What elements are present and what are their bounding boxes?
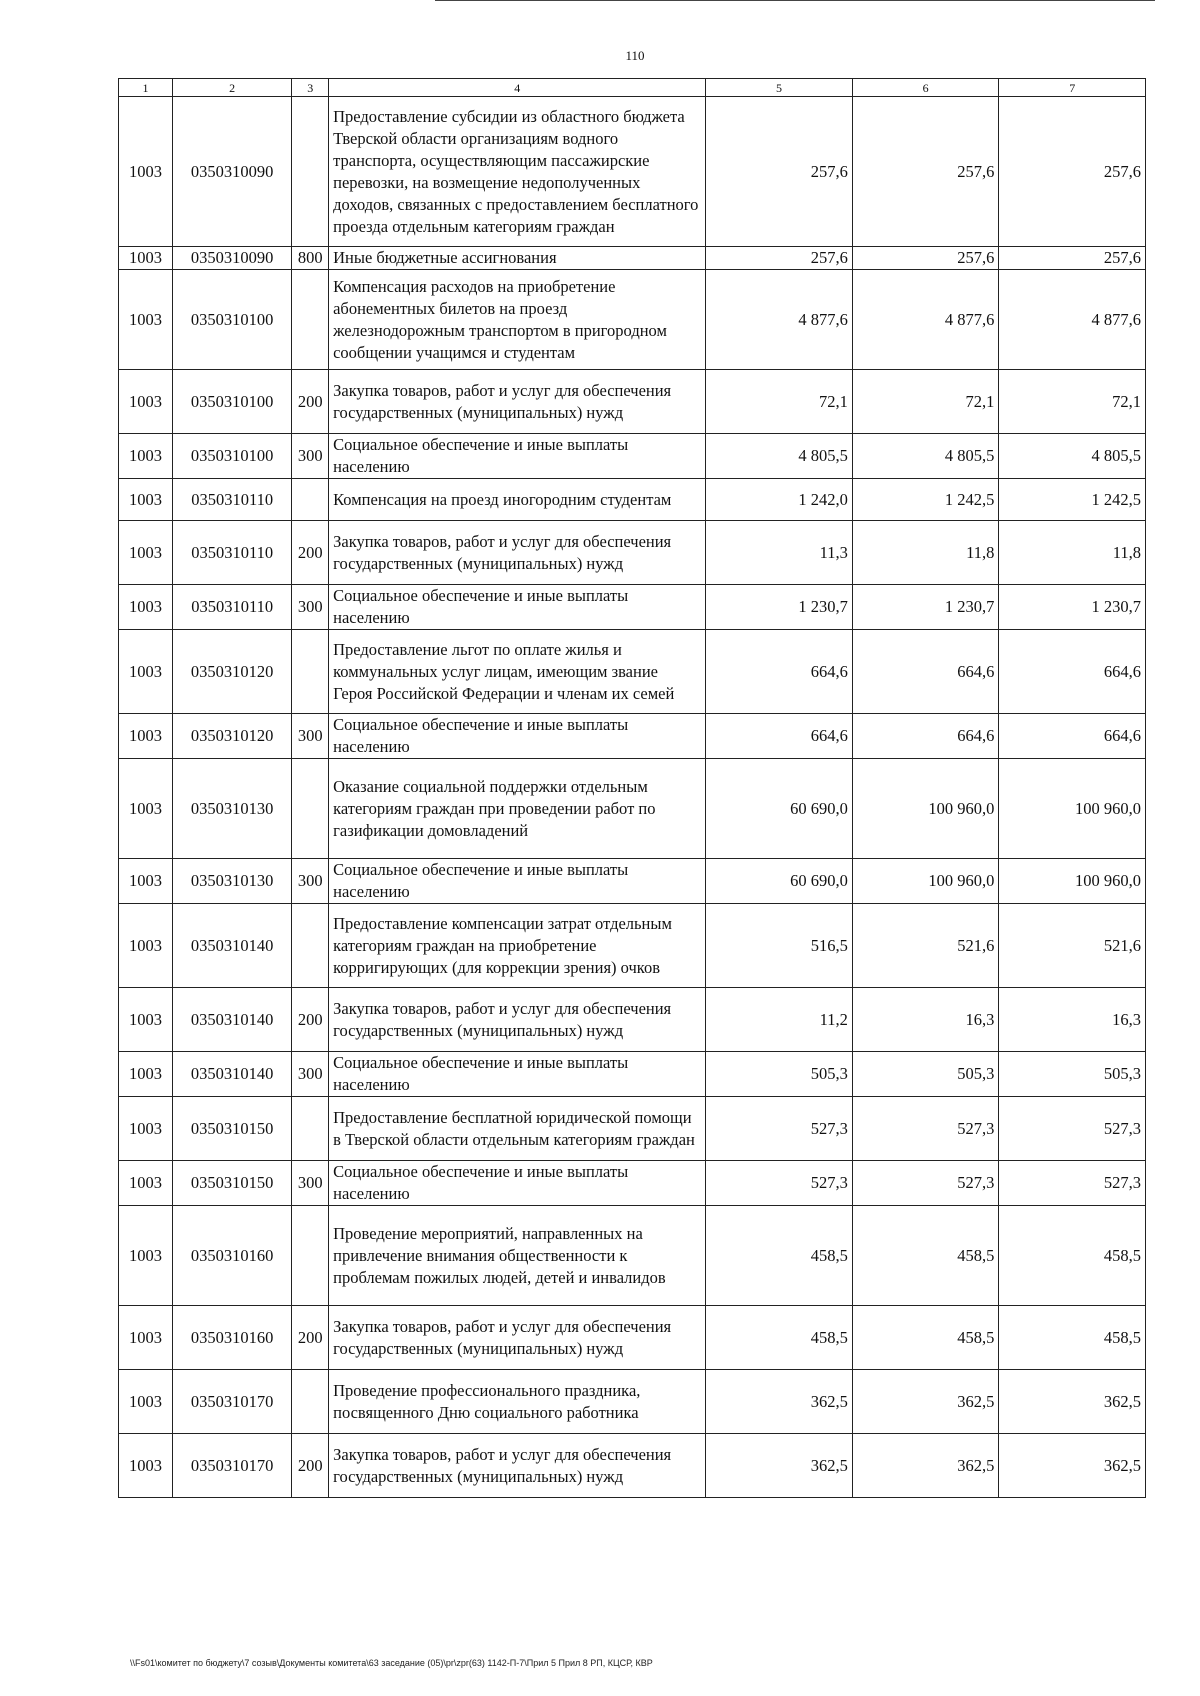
row-value-col6: 664,6 bbox=[852, 630, 999, 714]
header-col-2: 2 bbox=[172, 79, 292, 97]
table-row bbox=[119, 1306, 1146, 1370]
row-value-col7: 16,3 bbox=[999, 988, 1146, 1052]
row-target-code: 0350310090 bbox=[172, 97, 292, 247]
table-row bbox=[119, 1097, 1146, 1161]
row-value-col5: 60 690,0 bbox=[706, 759, 853, 859]
row-value-col6: 4 805,5 bbox=[852, 434, 999, 479]
header-col-3: 3 bbox=[292, 79, 329, 97]
row-section-code: 1003 bbox=[119, 1052, 173, 1097]
row-name: Предоставление субсидии из областного бюджета Тверской области организациям водного транспорта, осуществляющим пассажирские перевозки, на возмещение недополученных доходов, связанных с предоставлением бесплатного проезда отдельным категориям граждан bbox=[329, 97, 706, 247]
row-value-col5: 72,1 bbox=[706, 370, 853, 434]
row-name: Закупка товаров, работ и услуг для обеспечения государственных (муниципальных) нужд bbox=[329, 370, 706, 434]
row-value-col6: 458,5 bbox=[852, 1206, 999, 1306]
row-expense-type: 200 bbox=[292, 521, 329, 585]
row-expense-type: 200 bbox=[292, 370, 329, 434]
table-row bbox=[119, 1370, 1146, 1434]
row-name: Социальное обеспечение и иные выплаты населению bbox=[329, 859, 706, 904]
row-value-col5: 1 242,0 bbox=[706, 479, 853, 521]
row-value-col6: 4 877,6 bbox=[852, 270, 999, 370]
row-expense-type: 300 bbox=[292, 1161, 329, 1206]
row-name: Закупка товаров, работ и услуг для обеспечения государственных (муниципальных) нужд bbox=[329, 1306, 706, 1370]
row-value-col5: 60 690,0 bbox=[706, 859, 853, 904]
row-value-col6: 521,6 bbox=[852, 904, 999, 988]
table-row bbox=[119, 904, 1146, 988]
row-value-col7: 4 877,6 bbox=[999, 270, 1146, 370]
row-target-code: 0350310120 bbox=[172, 714, 292, 759]
row-section-code: 1003 bbox=[119, 479, 173, 521]
row-value-col6: 11,8 bbox=[852, 521, 999, 585]
row-name: Закупка товаров, работ и услуг для обеспечения государственных (муниципальных) нужд bbox=[329, 988, 706, 1052]
budget-table bbox=[118, 78, 1146, 1498]
table-row bbox=[119, 434, 1146, 479]
row-section-code: 1003 bbox=[119, 988, 173, 1052]
row-value-col7: 664,6 bbox=[999, 630, 1146, 714]
row-value-col7: 527,3 bbox=[999, 1161, 1146, 1206]
row-value-col7: 4 805,5 bbox=[999, 434, 1146, 479]
table-row bbox=[119, 1434, 1146, 1498]
row-name: Социальное обеспечение и иные выплаты населению bbox=[329, 1161, 706, 1206]
row-value-col7: 72,1 bbox=[999, 370, 1146, 434]
row-section-code: 1003 bbox=[119, 1161, 173, 1206]
row-value-col6: 458,5 bbox=[852, 1306, 999, 1370]
row-value-col7: 100 960,0 bbox=[999, 759, 1146, 859]
table-row bbox=[119, 988, 1146, 1052]
row-value-col7: 362,5 bbox=[999, 1434, 1146, 1498]
row-section-code: 1003 bbox=[119, 1434, 173, 1498]
row-expense-type bbox=[292, 759, 329, 859]
row-section-code: 1003 bbox=[119, 759, 173, 859]
row-section-code: 1003 bbox=[119, 1306, 173, 1370]
row-section-code: 1003 bbox=[119, 859, 173, 904]
row-section-code: 1003 bbox=[119, 270, 173, 370]
row-value-col7: 458,5 bbox=[999, 1206, 1146, 1306]
row-name: Закупка товаров, работ и услуг для обеспечения государственных (муниципальных) нужд bbox=[329, 521, 706, 585]
row-value-col7: 527,3 bbox=[999, 1097, 1146, 1161]
row-value-col7: 257,6 bbox=[999, 247, 1146, 270]
row-value-col7: 505,3 bbox=[999, 1052, 1146, 1097]
row-target-code: 0350310160 bbox=[172, 1206, 292, 1306]
row-section-code: 1003 bbox=[119, 97, 173, 247]
row-name: Компенсация расходов на приобретение абонементных билетов на проезд железнодорожным транспортом в пригородном сообщении учащимся и студентам bbox=[329, 270, 706, 370]
row-value-col6: 257,6 bbox=[852, 97, 999, 247]
row-value-col7: 521,6 bbox=[999, 904, 1146, 988]
row-section-code: 1003 bbox=[119, 434, 173, 479]
row-expense-type bbox=[292, 270, 329, 370]
table-row bbox=[119, 97, 1146, 247]
row-value-col7: 664,6 bbox=[999, 714, 1146, 759]
row-expense-type bbox=[292, 97, 329, 247]
table-row bbox=[119, 630, 1146, 714]
header-col-4: 4 bbox=[329, 79, 706, 97]
row-expense-type: 800 bbox=[292, 247, 329, 270]
row-value-col5: 11,3 bbox=[706, 521, 853, 585]
header-col-1: 1 bbox=[119, 79, 173, 97]
row-section-code: 1003 bbox=[119, 1206, 173, 1306]
table-row bbox=[119, 270, 1146, 370]
row-value-col7: 1 230,7 bbox=[999, 585, 1146, 630]
row-value-col5: 11,2 bbox=[706, 988, 853, 1052]
row-target-code: 0350310170 bbox=[172, 1370, 292, 1434]
row-value-col7: 11,8 bbox=[999, 521, 1146, 585]
row-value-col6: 100 960,0 bbox=[852, 759, 999, 859]
table-row bbox=[119, 759, 1146, 859]
table-row bbox=[119, 585, 1146, 630]
row-target-code: 0350310130 bbox=[172, 859, 292, 904]
row-value-col5: 458,5 bbox=[706, 1306, 853, 1370]
row-name: Предоставление льгот по оплате жилья и коммунальных услуг лицам, имеющим звание Героя Российской Федерации и членам их семей bbox=[329, 630, 706, 714]
row-value-col5: 1 230,7 bbox=[706, 585, 853, 630]
row-section-code: 1003 bbox=[119, 630, 173, 714]
row-value-col6: 1 230,7 bbox=[852, 585, 999, 630]
row-target-code: 0350310100 bbox=[172, 434, 292, 479]
row-section-code: 1003 bbox=[119, 521, 173, 585]
table-header bbox=[119, 79, 1146, 97]
row-section-code: 1003 bbox=[119, 1370, 173, 1434]
table-row bbox=[119, 1052, 1146, 1097]
header-col-7: 7 bbox=[999, 79, 1146, 97]
row-expense-type: 200 bbox=[292, 1434, 329, 1498]
row-value-col6: 527,3 bbox=[852, 1161, 999, 1206]
row-name: Социальное обеспечение и иные выплаты населению bbox=[329, 585, 706, 630]
row-section-code: 1003 bbox=[119, 585, 173, 630]
row-value-col5: 516,5 bbox=[706, 904, 853, 988]
table-row bbox=[119, 1206, 1146, 1306]
row-expense-type: 300 bbox=[292, 434, 329, 479]
table-row bbox=[119, 714, 1146, 759]
row-section-code: 1003 bbox=[119, 904, 173, 988]
row-target-code: 0350310140 bbox=[172, 1052, 292, 1097]
table-row bbox=[119, 1161, 1146, 1206]
row-name: Проведение профессионального праздника, посвященного Дню социального работника bbox=[329, 1370, 706, 1434]
row-value-col5: 362,5 bbox=[706, 1370, 853, 1434]
row-name: Оказание социальной поддержки отдельным категориям граждан при проведении работ по газификации домовладений bbox=[329, 759, 706, 859]
row-target-code: 0350310160 bbox=[172, 1306, 292, 1370]
header-col-5: 5 bbox=[706, 79, 853, 97]
row-value-col7: 458,5 bbox=[999, 1306, 1146, 1370]
table-row bbox=[119, 521, 1146, 585]
row-value-col6: 16,3 bbox=[852, 988, 999, 1052]
row-section-code: 1003 bbox=[119, 370, 173, 434]
row-value-col5: 664,6 bbox=[706, 630, 853, 714]
row-target-code: 0350310150 bbox=[172, 1097, 292, 1161]
row-target-code: 0350310150 bbox=[172, 1161, 292, 1206]
row-target-code: 0350310110 bbox=[172, 479, 292, 521]
row-value-col6: 362,5 bbox=[852, 1434, 999, 1498]
row-expense-type: 300 bbox=[292, 585, 329, 630]
row-section-code: 1003 bbox=[119, 247, 173, 270]
row-value-col5: 362,5 bbox=[706, 1434, 853, 1498]
row-value-col7: 1 242,5 bbox=[999, 479, 1146, 521]
row-value-col6: 72,1 bbox=[852, 370, 999, 434]
row-target-code: 0350310100 bbox=[172, 370, 292, 434]
row-expense-type bbox=[292, 630, 329, 714]
row-expense-type: 200 bbox=[292, 1306, 329, 1370]
table-body bbox=[119, 97, 1146, 1498]
row-target-code: 0350310090 bbox=[172, 247, 292, 270]
row-expense-type: 200 bbox=[292, 988, 329, 1052]
row-target-code: 0350310140 bbox=[172, 988, 292, 1052]
row-value-col5: 4 805,5 bbox=[706, 434, 853, 479]
table-row bbox=[119, 479, 1146, 521]
row-section-code: 1003 bbox=[119, 714, 173, 759]
row-name: Проведение мероприятий, направленных на привлечение внимания общественности к проблемам пожилых людей, детей и инвалидов bbox=[329, 1206, 706, 1306]
row-name: Социальное обеспечение и иные выплаты населению bbox=[329, 434, 706, 479]
row-section-code: 1003 bbox=[119, 1097, 173, 1161]
row-value-col5: 257,6 bbox=[706, 247, 853, 270]
row-value-col5: 505,3 bbox=[706, 1052, 853, 1097]
row-target-code: 0350310110 bbox=[172, 585, 292, 630]
row-value-col7: 362,5 bbox=[999, 1370, 1146, 1434]
row-name: Социальное обеспечение и иные выплаты населению bbox=[329, 714, 706, 759]
row-expense-type bbox=[292, 1370, 329, 1434]
page-number: 110 bbox=[625, 48, 645, 63]
row-expense-type: 300 bbox=[292, 1052, 329, 1097]
row-value-col5: 664,6 bbox=[706, 714, 853, 759]
row-value-col7: 257,6 bbox=[999, 97, 1146, 247]
row-expense-type bbox=[292, 1206, 329, 1306]
row-name: Закупка товаров, работ и услуг для обеспечения государственных (муниципальных) нужд bbox=[329, 1434, 706, 1498]
row-target-code: 0350310110 bbox=[172, 521, 292, 585]
row-target-code: 0350310170 bbox=[172, 1434, 292, 1498]
row-value-col6: 505,3 bbox=[852, 1052, 999, 1097]
row-name: Предоставление компенсации затрат отдельным категориям граждан на приобретение корригирующих (для коррекции зрения) очков bbox=[329, 904, 706, 988]
row-value-col5: 527,3 bbox=[706, 1097, 853, 1161]
scan-edge-line bbox=[435, 0, 1155, 1]
row-name: Компенсация на проезд иногородним студентам bbox=[329, 479, 706, 521]
footer-file-path: \\Fs01\комитет по бюджету\7 созыв\Документы комитета\63 заседание (05)\pr\zpr(63) 1142-П-7\Прил 5 Прил 8 РП, КЦСР, КВР bbox=[130, 1658, 653, 1668]
header-row bbox=[119, 79, 1146, 97]
row-expense-type bbox=[292, 904, 329, 988]
row-name: Предоставление бесплатной юридической помощи в Тверской области отдельным категориям граждан bbox=[329, 1097, 706, 1161]
row-value-col6: 362,5 bbox=[852, 1370, 999, 1434]
row-expense-type: 300 bbox=[292, 714, 329, 759]
row-value-col5: 527,3 bbox=[706, 1161, 853, 1206]
row-target-code: 0350310130 bbox=[172, 759, 292, 859]
row-expense-type bbox=[292, 479, 329, 521]
row-target-code: 0350310120 bbox=[172, 630, 292, 714]
row-value-col5: 4 877,6 bbox=[706, 270, 853, 370]
row-value-col7: 100 960,0 bbox=[999, 859, 1146, 904]
table-row bbox=[119, 859, 1146, 904]
row-name: Иные бюджетные ассигнования bbox=[329, 247, 706, 270]
row-value-col5: 458,5 bbox=[706, 1206, 853, 1306]
row-expense-type: 300 bbox=[292, 859, 329, 904]
row-value-col6: 257,6 bbox=[852, 247, 999, 270]
table-row bbox=[119, 247, 1146, 270]
header-col-6: 6 bbox=[852, 79, 999, 97]
row-expense-type bbox=[292, 1097, 329, 1161]
row-value-col6: 1 242,5 bbox=[852, 479, 999, 521]
row-name: Социальное обеспечение и иные выплаты населению bbox=[329, 1052, 706, 1097]
row-target-code: 0350310100 bbox=[172, 270, 292, 370]
row-value-col5: 257,6 bbox=[706, 97, 853, 247]
row-value-col6: 100 960,0 bbox=[852, 859, 999, 904]
row-value-col6: 527,3 bbox=[852, 1097, 999, 1161]
row-target-code: 0350310140 bbox=[172, 904, 292, 988]
table-row bbox=[119, 370, 1146, 434]
row-value-col6: 664,6 bbox=[852, 714, 999, 759]
